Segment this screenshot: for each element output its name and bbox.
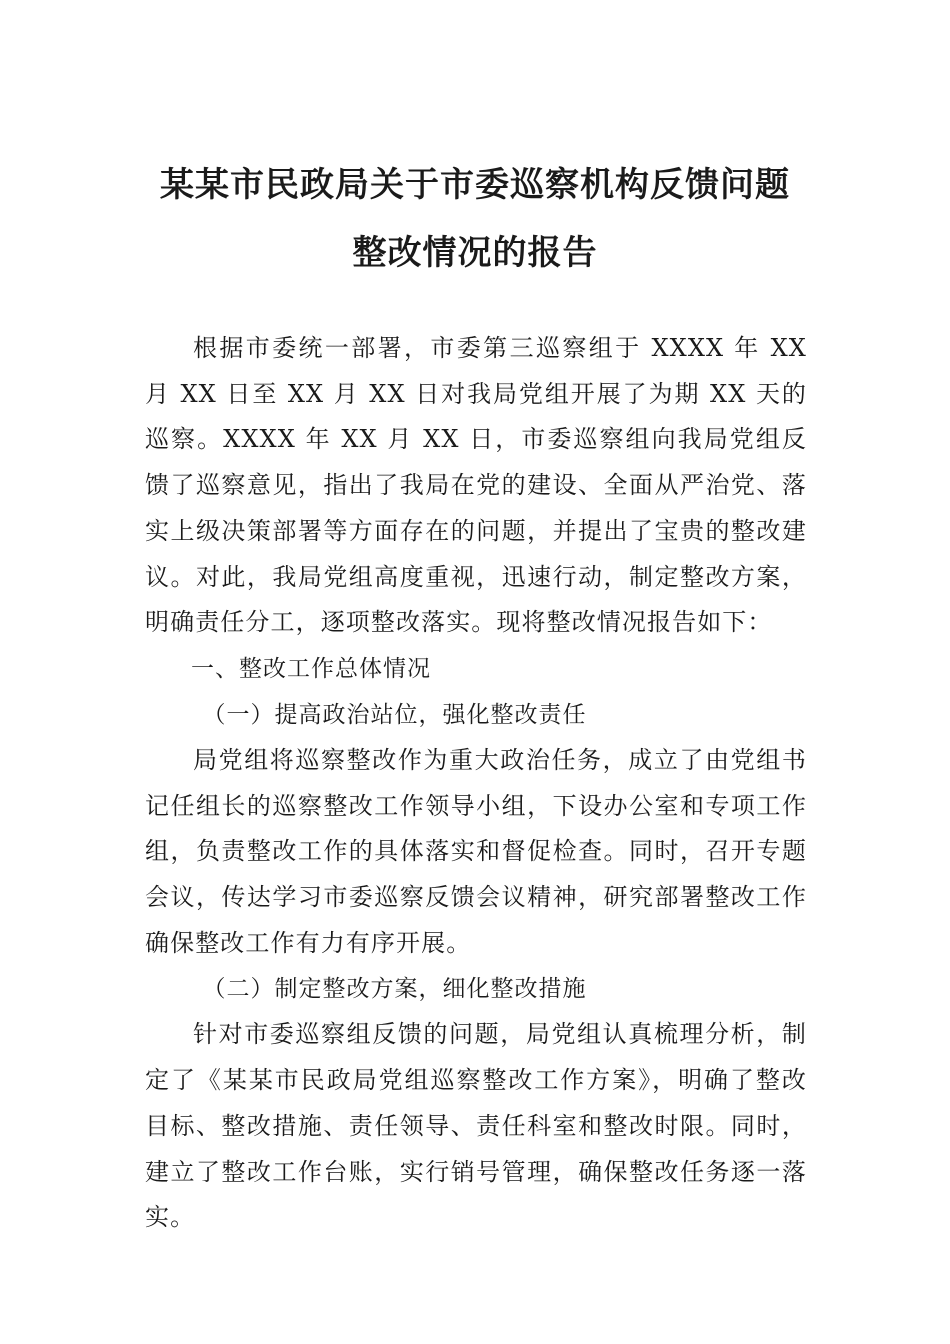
subsection-paragraph-1: 局党组将巡察整改作为重大政治任务，成立了由党组书记任组长的巡察整改工作领导小组，下设办公室和专项工作组，负责整改工作的具体落实和督促检查。同时，召开专题会议，传达学习市委巡察反馈会议精神，研究部署整改工作确保整改工作有力有序开展。 — [145, 745, 807, 957]
document-title-line-1: 某某市民政局关于市委巡察机构反馈问题 — [160, 165, 790, 205]
document-body — [145, 326, 807, 1241]
section-heading: 一、整改工作总体情况 — [191, 655, 431, 682]
intro-paragraph: 根据市委统一部署，市委第三巡察组于 XXXX 年 XX 月 XX 日至 XX 月 XX 日对我局党组开展了为期 XX 天的巡察。XXXX 年 XX 月 XX 日，市委巡察组向我局党组反馈了巡察意见，指出了我局在党的建设、全面从严治党、落实上级决策部署等方面存在的问题，并提出了宝贵的整改建议。对此，我局党组高度重视，迅速行动，制定整改方案，明确责任分工，逐项整改落实。现将整改情况报告如下： — [145, 334, 807, 637]
document-title-line-2: 整改情况的报告 — [352, 233, 598, 273]
subsection-heading-2: （二）制定整改方案，细化整改措施 — [202, 976, 587, 1003]
subsection-heading-1: （一）提高政治站位，强化整改责任 — [202, 701, 587, 728]
subsection-paragraph-2: 针对市委巡察组反馈的问题，局党组认真梳理分析，制定了《某某市民政局党组巡察整改工作方案》，明确了整改目标、整改措施、责任领导、责任科室和整改时限。同时，建立了整改工作台账，实行销号管理，确保整改任务逐一落实。 — [145, 1020, 807, 1232]
